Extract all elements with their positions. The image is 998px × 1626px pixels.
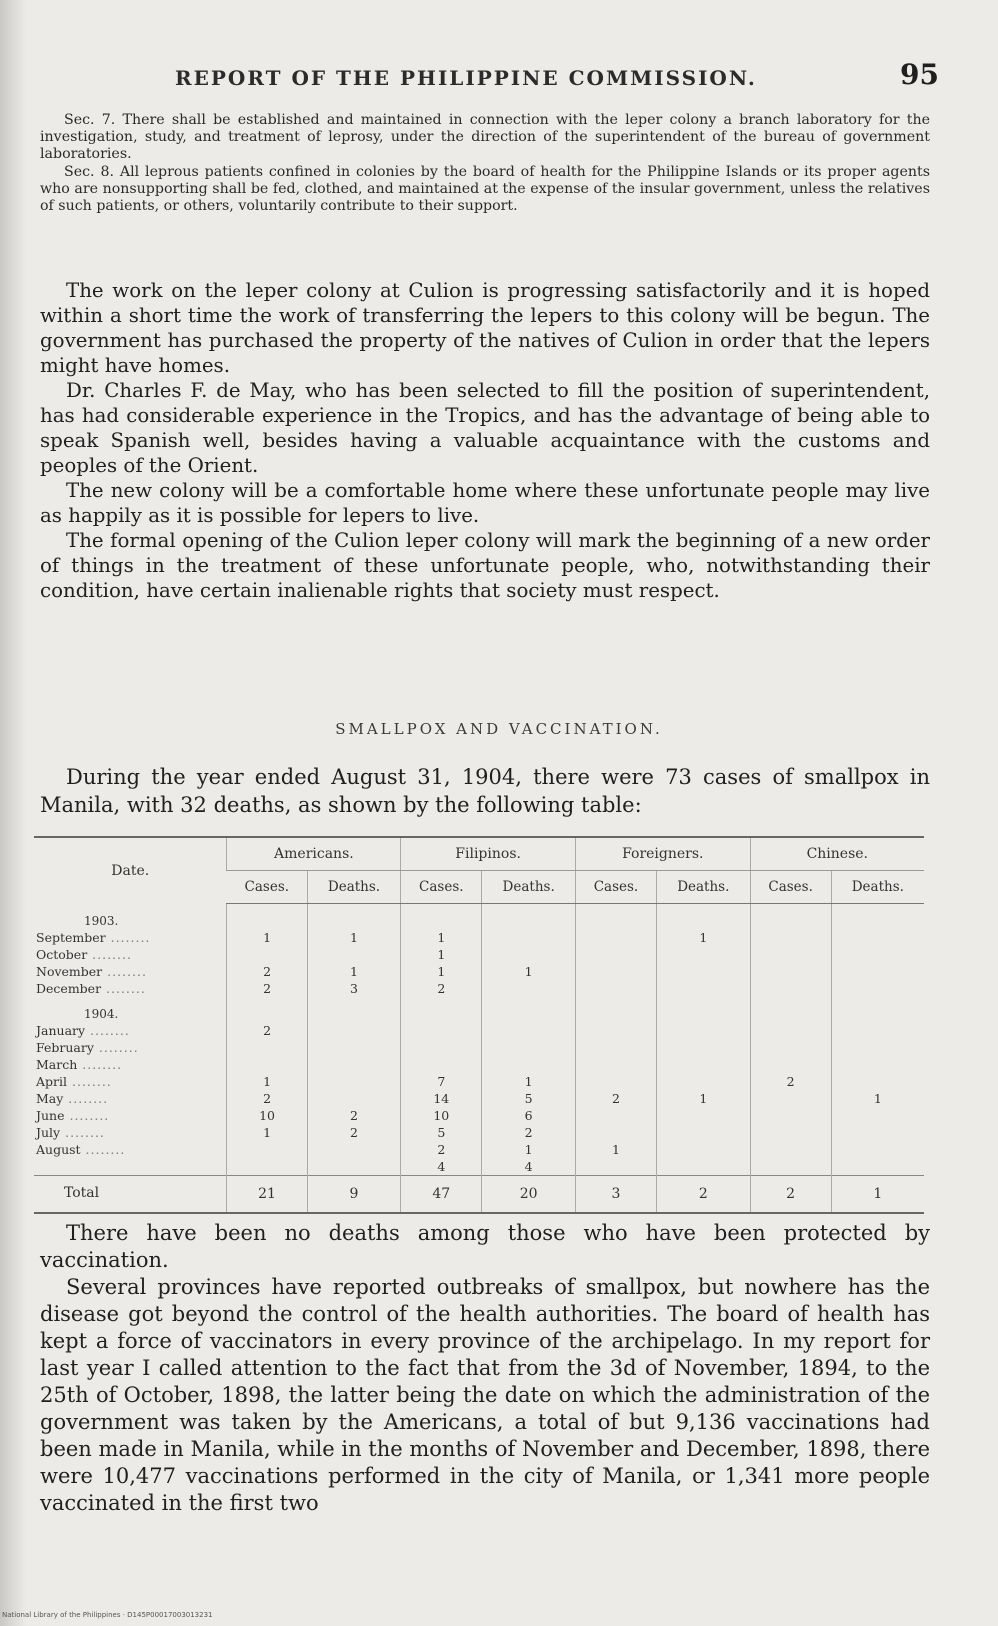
cases-header: Cases. — [227, 871, 307, 904]
month-label: October ..... — [36, 947, 132, 962]
value-cell — [307, 1073, 401, 1090]
cases-header: Cases. — [575, 871, 656, 904]
value-cell — [307, 1158, 401, 1176]
value-cell — [831, 1022, 924, 1039]
value-cell: 2 — [401, 980, 482, 997]
month-cell — [34, 963, 227, 980]
value-cell — [831, 1107, 924, 1124]
value-cell — [656, 1124, 750, 1141]
table-row — [34, 963, 924, 980]
table-row — [34, 1124, 924, 1141]
empty-cell — [482, 904, 576, 929]
paragraph: Dr. Charles F. de May, who has been selected to fill the position of superintendent, has had considerable experience in the Tropics, and has the advantage of being able to speak Spanish well, besides having a valuable acquaintance with the customs and peoples of the Orient. — [40, 379, 930, 477]
total-cell: 21 — [227, 1175, 307, 1213]
date-header: Date. — [111, 862, 150, 879]
paragraph: The formal opening of the Culion leper colony will mark the beginning of a new order of things in the treatment of these unfortunate people, who, notwithstanding their condition, have certain inalienable rights that society must respect. — [40, 529, 930, 602]
value-cell — [401, 1039, 482, 1056]
page-number: 95 — [900, 58, 939, 91]
empty-cell — [750, 904, 831, 929]
month-cell — [34, 1039, 227, 1056]
deaths-header: Deaths. — [307, 871, 401, 904]
value-cell — [307, 1022, 401, 1039]
value-cell: 6 — [482, 1107, 576, 1124]
value-cell — [227, 1158, 307, 1176]
value-cell: 1 — [401, 946, 482, 963]
month-cell — [34, 946, 227, 963]
value-cell — [307, 1056, 401, 1073]
month-cell — [34, 1141, 227, 1158]
value-cell — [656, 963, 750, 980]
value-cell: 1 — [227, 929, 307, 946]
value-cell — [831, 929, 924, 946]
value-cell — [750, 1107, 831, 1124]
value-cell — [307, 946, 401, 963]
month-label: November ..... — [36, 964, 147, 979]
value-cell: 1 — [831, 1090, 924, 1107]
value-cell: 2 — [227, 963, 307, 980]
scan-footer-note: National Library of the Philippines · D145P00017003013231 — [2, 1611, 213, 1619]
group-header-americans: Americans. — [227, 837, 401, 871]
value-cell — [831, 1158, 924, 1176]
empty-cell — [307, 904, 401, 929]
total-row — [34, 1175, 924, 1213]
value-cell: 3 — [307, 980, 401, 997]
value-cell — [227, 1039, 307, 1056]
year-label: 1904. — [84, 1006, 119, 1021]
empty-cell — [401, 997, 482, 1022]
value-cell — [575, 1107, 656, 1124]
smallpox-table-wrapper — [34, 836, 924, 1214]
value-cell — [575, 1056, 656, 1073]
empty-cell — [656, 997, 750, 1022]
total-cell: 9 — [307, 1175, 401, 1213]
value-cell — [575, 1022, 656, 1039]
value-cell: 1 — [227, 1124, 307, 1141]
month-cell — [34, 1090, 227, 1107]
table-row — [34, 1039, 924, 1056]
table-row — [34, 946, 924, 963]
total-cell: 2 — [750, 1175, 831, 1213]
table-row — [34, 1090, 924, 1107]
value-cell: 2 — [307, 1124, 401, 1141]
group-header-chinese: Chinese. — [750, 837, 924, 871]
total-cell: 1 — [831, 1175, 924, 1213]
value-cell — [750, 1141, 831, 1158]
value-cell — [750, 980, 831, 997]
value-cell: 1 — [401, 929, 482, 946]
value-cell: 1 — [227, 1073, 307, 1090]
cases-header: Cases. — [750, 871, 831, 904]
value-cell: 2 — [482, 1124, 576, 1141]
empty-cell — [750, 997, 831, 1022]
month-cell — [34, 1107, 227, 1124]
value-cell — [575, 980, 656, 997]
value-cell: 2 — [227, 980, 307, 997]
value-cell — [831, 1039, 924, 1056]
value-cell — [482, 1056, 576, 1073]
table-row — [34, 929, 924, 946]
value-cell: 1 — [307, 963, 401, 980]
empty-cell — [307, 997, 401, 1022]
cases-header: Cases. — [401, 871, 482, 904]
empty-cell — [575, 997, 656, 1022]
value-cell: 10 — [401, 1107, 482, 1124]
month-cell — [34, 1073, 227, 1090]
value-cell — [750, 929, 831, 946]
paragraph: The work on the leper colony at Culion is progressing satisfactorily and it is hoped within a short time the work of transferring the lepers to this colony will be begun. The government has purchased the property of the natives of Culion in order that the lepers might have homes. — [40, 279, 930, 377]
value-cell — [831, 1124, 924, 1141]
month-cell — [34, 1022, 227, 1039]
value-cell: 4 — [401, 1158, 482, 1176]
value-cell: 1 — [482, 963, 576, 980]
table-row — [34, 1022, 924, 1039]
statute-section-8: Sec. 8. All leprous patients confined in colonies by the board of health for the Philippine Islands or its proper agents who are nonsupporting shall be fed, clothed, and maintained at the expense of the insular government, unless the relatives of such patients, or others, voluntarily contribute to their support. — [40, 164, 930, 214]
value-cell: 1 — [401, 963, 482, 980]
statute-section-7: Sec. 7. There shall be established and maintained in connection with the leper colony a branch laboratory for the investigation, study, and treatment of leprosy, under the direction of the superintendent of the bureau of government laboratories. — [40, 112, 930, 162]
value-cell — [831, 1141, 924, 1158]
value-cell — [307, 1039, 401, 1056]
value-cell — [831, 963, 924, 980]
value-cell: 2 — [401, 1141, 482, 1158]
empty-cell — [482, 997, 576, 1022]
value-cell: 14 — [401, 1090, 482, 1107]
value-cell — [656, 1022, 750, 1039]
value-cell — [227, 1056, 307, 1073]
empty-cell — [401, 904, 482, 929]
table-row — [34, 1056, 924, 1073]
value-cell — [750, 1158, 831, 1176]
value-cell — [656, 1039, 750, 1056]
value-cell — [750, 1022, 831, 1039]
value-cell — [656, 946, 750, 963]
value-cell — [575, 946, 656, 963]
value-cell: 5 — [482, 1090, 576, 1107]
table-row — [34, 980, 924, 997]
intro-paragraph — [40, 763, 930, 819]
group-header-foreigners: Foreigners. — [575, 837, 750, 871]
value-cell — [401, 1056, 482, 1073]
value-cell — [656, 1056, 750, 1073]
value-cell: 4 — [482, 1158, 576, 1176]
total-cell: 47 — [401, 1175, 482, 1213]
total-cell: 3 — [575, 1175, 656, 1213]
year-row — [34, 997, 924, 1022]
value-cell — [831, 1056, 924, 1073]
value-cell — [482, 946, 576, 963]
year-label: 1903. — [84, 913, 119, 928]
value-cell — [575, 1039, 656, 1056]
value-cell — [575, 963, 656, 980]
month-label: June ..... — [36, 1108, 109, 1123]
value-cell: 2 — [575, 1090, 656, 1107]
statute-text — [40, 112, 930, 216]
deaths-header: Deaths. — [656, 871, 750, 904]
value-cell — [656, 1073, 750, 1090]
table-body — [34, 904, 924, 1176]
page-header — [0, 58, 998, 98]
month-label: December ..... — [36, 981, 146, 996]
value-cell — [750, 946, 831, 963]
value-cell — [575, 1158, 656, 1176]
paragraph: During the year ended August 31, 1904, there were 73 cases of smallpox in Manila, with 32 deaths, as shown by the following table: — [40, 765, 930, 817]
group-header-filipinos: Filipinos. — [401, 837, 576, 871]
month-cell — [34, 1056, 227, 1073]
empty-cell — [227, 904, 307, 929]
empty-cell — [656, 904, 750, 929]
value-cell — [307, 1141, 401, 1158]
value-cell — [227, 1141, 307, 1158]
table-row — [34, 1141, 924, 1158]
deaths-header: Deaths. — [831, 871, 924, 904]
value-cell — [656, 1158, 750, 1176]
section-heading: SMALLPOX AND VACCINATION. — [335, 720, 663, 738]
total-cell: 2 — [656, 1175, 750, 1213]
vaccination-text — [40, 1220, 930, 1517]
value-cell — [750, 963, 831, 980]
value-cell: 1 — [656, 1090, 750, 1107]
value-cell — [656, 980, 750, 997]
value-cell — [307, 1090, 401, 1107]
value-cell — [750, 1056, 831, 1073]
month-label: March ..... — [36, 1057, 122, 1072]
month-cell — [34, 929, 227, 946]
value-cell: 1 — [307, 929, 401, 946]
table-row — [34, 1107, 924, 1124]
value-cell — [482, 1022, 576, 1039]
value-cell — [831, 1073, 924, 1090]
month-label: February ..... — [36, 1040, 139, 1055]
value-cell — [482, 980, 576, 997]
smallpox-table — [34, 836, 924, 1214]
month-cell — [34, 1124, 227, 1141]
value-cell: 1 — [656, 929, 750, 946]
month-cell — [34, 980, 227, 997]
value-cell: 10 — [227, 1107, 307, 1124]
value-cell — [750, 1124, 831, 1141]
paragraph: The new colony will be a comfortable home where these unfortunate people may live as happily as it is possible for lepers to live. — [40, 479, 930, 527]
value-cell: 2 — [750, 1073, 831, 1090]
total-label: Total — [34, 1175, 227, 1213]
month-label: May ..... — [36, 1091, 108, 1106]
table-row — [34, 1073, 924, 1090]
value-cell — [482, 929, 576, 946]
month-label: September ..... — [36, 930, 150, 945]
value-cell: 1 — [482, 1141, 576, 1158]
value-cell: 7 — [401, 1073, 482, 1090]
year-row — [34, 904, 924, 929]
month-label: August ..... — [36, 1142, 125, 1157]
value-cell — [831, 980, 924, 997]
value-cell: 2 — [227, 1022, 307, 1039]
month-label: July ..... — [36, 1125, 105, 1140]
page-edge-shadow — [0, 0, 26, 1626]
value-cell — [401, 1022, 482, 1039]
value-cell: 2 — [227, 1090, 307, 1107]
empty-cell — [227, 997, 307, 1022]
empty-cell — [831, 904, 924, 929]
value-cell — [227, 946, 307, 963]
value-cell: 2 — [307, 1107, 401, 1124]
value-cell — [482, 1039, 576, 1056]
leper-colony-text — [40, 278, 930, 603]
value-cell — [656, 1107, 750, 1124]
value-cell — [831, 946, 924, 963]
value-cell: 5 — [401, 1124, 482, 1141]
value-cell — [750, 1039, 831, 1056]
running-title: REPORT OF THE PHILIPPINE COMMISSION. — [175, 66, 757, 90]
value-cell: 1 — [482, 1073, 576, 1090]
month-label: January ..... — [36, 1023, 130, 1038]
value-cell — [575, 1124, 656, 1141]
month-label: April ..... — [36, 1074, 112, 1089]
value-cell — [575, 929, 656, 946]
table-row — [34, 1158, 924, 1176]
total-cell: 20 — [482, 1175, 576, 1213]
paragraph: Several provinces have reported outbreaks of smallpox, but nowhere has the disease got beyond the control of the health authorities. The board of health has kept a force of vaccinators in every province of the archipelago. In my report for last year I called attention to the fact that from the 3d of November, 1894, to the 25th of October, 1898, the latter being the date on which the administration of the government was taken by the Americans, a total of but 9,136 vaccinations had been made in Manila, while in the months of November and December, 1898, there were 10,477 vaccinations performed in the city of Manila, or 1,341 more people vaccinated in the first two — [40, 1275, 930, 1515]
value-cell — [656, 1141, 750, 1158]
value-cell — [750, 1090, 831, 1107]
value-cell — [575, 1073, 656, 1090]
deaths-header: Deaths. — [482, 871, 576, 904]
paragraph: There have been no deaths among those who have been protected by vaccination. — [40, 1221, 930, 1272]
value-cell: 1 — [575, 1141, 656, 1158]
empty-cell — [831, 997, 924, 1022]
month-cell — [34, 1158, 227, 1176]
empty-cell — [575, 904, 656, 929]
